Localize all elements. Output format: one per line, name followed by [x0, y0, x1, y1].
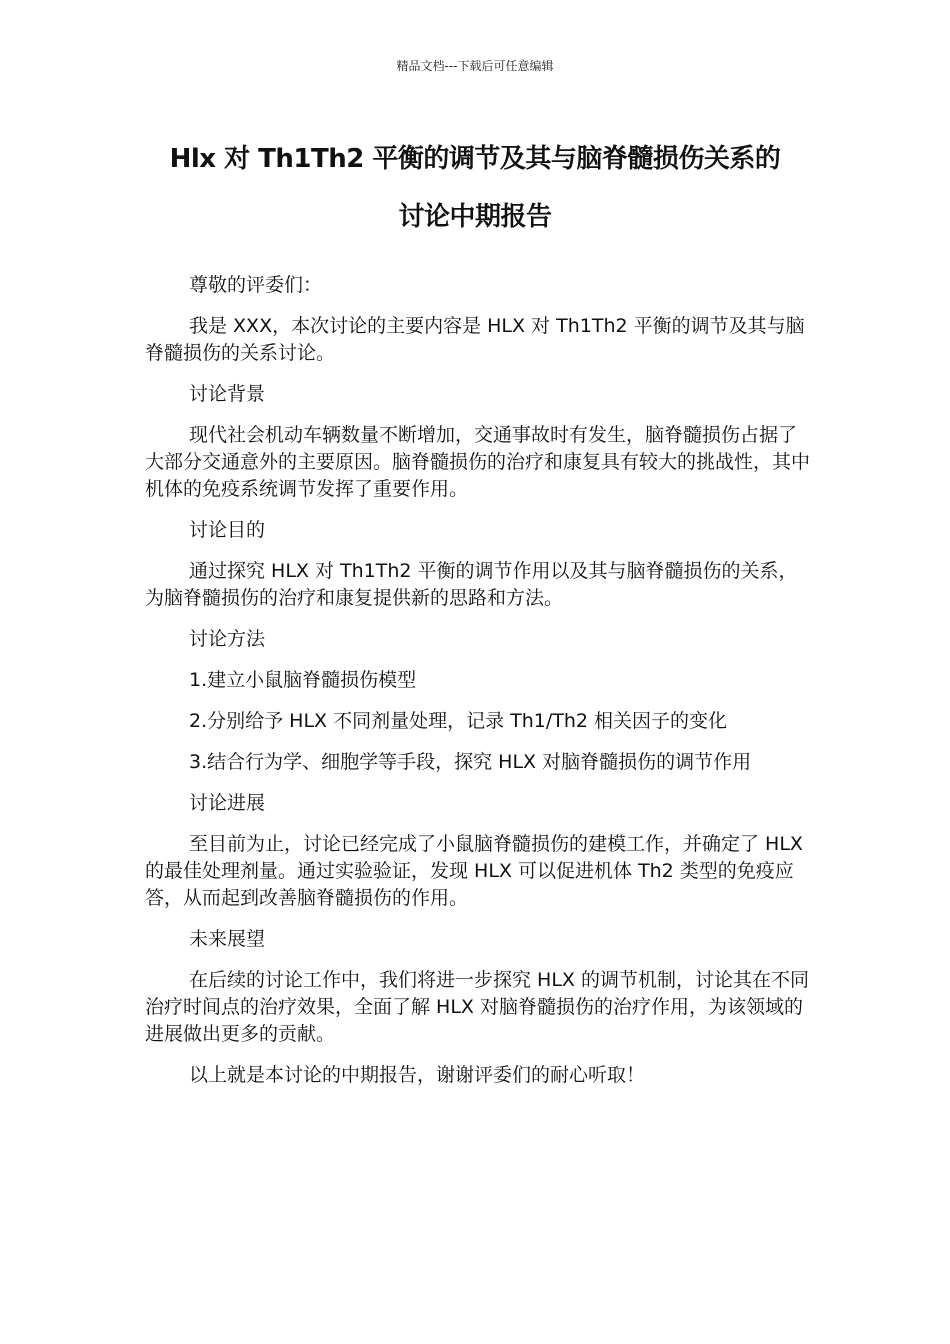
section-heading-progress: 讨论进展 [189, 792, 266, 814]
page-header: 精品文档---下载后可任意编辑 [396, 59, 554, 73]
closing-paragraph: 以上就是本讨论的中期报告，谢谢评委们的耐心听取！ [189, 1064, 646, 1086]
method-item-3: 3.结合行为学、细胞学等手段，探究 HLX 对脑脊髓损伤的调节作用 [189, 751, 752, 773]
document-body [145, 272, 810, 1103]
background-paragraph: 现代社会机动车辆数量不断增加，交通事故时有发生，脑脊髓损伤占据了大部分交通意外的主要原因。脑脊髓损伤的治疗和康复具有较大的挑战性，其中机体的免疫系统调节发挥了重要作用。 [145, 424, 811, 500]
progress-paragraph: 至目前为止，讨论已经完成了小鼠脑脊髓损伤的建模工作，并确定了 HLX 的最佳处理剂量。通过实验验证，发现 HLX 可以促进机体 Th2 类型的免疫应答，从而起到改善脑脊髓损伤的作用。 [145, 833, 803, 909]
section-heading-background: 讨论背景 [189, 383, 266, 405]
method-item-2: 2.分别给予 HLX 不同剂量处理，记录 Th1/Th2 相关因子的变化 [189, 710, 728, 732]
section-heading-outlook: 未来展望 [189, 928, 266, 950]
method-item-1: 1.建立小鼠脑脊髓损伤模型 [189, 669, 417, 691]
section-heading-methods: 讨论方法 [189, 628, 266, 650]
section-heading-purpose: 讨论目的 [189, 519, 266, 541]
document-title-line-2: 讨论中期报告 [398, 202, 552, 232]
outlook-paragraph: 在后续的讨论工作中，我们将进一步探究 HLX 的调节机制，讨论其在不同治疗时间点的治疗效果，全面了解 HLX 对脑脊髓损伤的治疗作用，为该领域的进展做出更多的贡献。 [145, 969, 809, 1045]
salutation: 尊敬的评委们： [189, 274, 323, 296]
document-title-line-1: Hlx 对 Th1Th2 平衡的调节及其与脑脊髓损伤关系的 [169, 144, 781, 174]
purpose-paragraph: 通过探究 HLX 对 Th1Th2 平衡的调节作用以及其与脑脊髓损伤的关系，为脑脊髓损伤的治疗和康复提供新的思路和方法。 [145, 560, 798, 609]
intro-paragraph: 我是 XXX，本次讨论的主要内容是 HLX 对 Th1Th2 平衡的调节及其与脑脊髓损伤的关系讨论。 [145, 315, 805, 364]
